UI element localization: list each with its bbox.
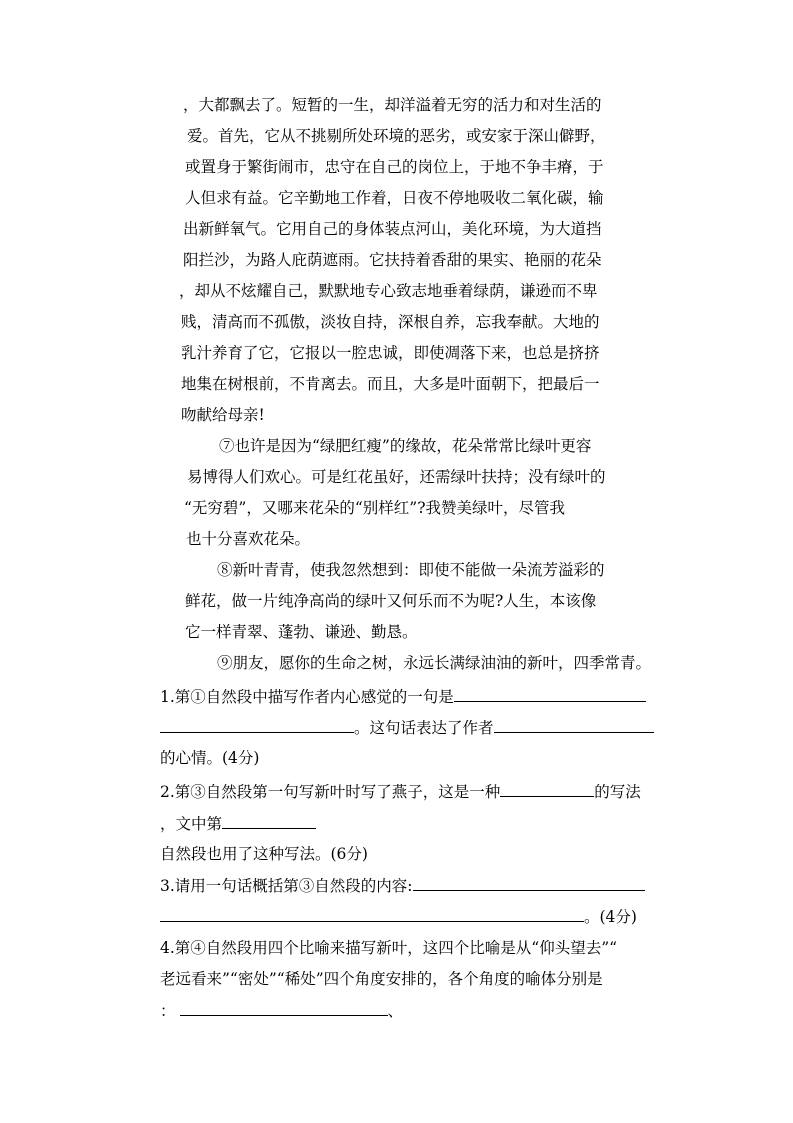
- question-3: [160, 874, 645, 897]
- passage-line: 贱，清高而不孤傲，淡妆自持，深根自养，忘我奉献。大地的: [181, 313, 600, 331]
- question-3-text: 。(4分): [584, 908, 637, 926]
- question-2-cont: [160, 812, 316, 835]
- question-1-cont: [160, 716, 654, 739]
- passage-line: 人但求有益。它辛勤地工作着，日夜不停地吸收二氧化碳，输: [185, 189, 604, 207]
- question-1-cont: 的心情。(4分): [160, 749, 260, 767]
- passage-line: 阳拦沙，为路人庇荫遮雨。它扶持着香甜的果实、艳丽的花朵: [183, 251, 602, 269]
- answer-blank[interactable]: [180, 999, 388, 1016]
- question-1-text: 。这句话表达了作者: [354, 719, 494, 737]
- passage-line: 它一样青翠、蓬勃、谦逊、勤恳。: [185, 623, 418, 641]
- paragraph-8-start: ⑧新叶青青，使我忽然想到：即使不能做一朵流芳溢彩的: [217, 561, 605, 579]
- passage-line: 乳汁养育了它，它报以一腔忠诚，即使凋落下来，也总是挤挤: [181, 344, 600, 362]
- passage-line: 或置身于繁街闹市，忠守在自己的岗位上，于地不争丰瘠，于: [185, 158, 604, 176]
- answer-blank[interactable]: [413, 874, 645, 891]
- question-3-cont: [160, 905, 637, 928]
- passage-line: ，却从不炫耀自己，默默地专心致志地垂着绿荫，谦逊而不卑: [179, 282, 598, 300]
- passage-line: ，大都飘去了。短暂的一生，却洋溢着无穷的活力和对生活的: [183, 96, 602, 114]
- question-4-cont: 老远看来”“密处”“稀处”四个角度安排的，各个角度的喻体分别是: [160, 970, 603, 988]
- question-1-text: 1.第①自然段中描写作者内心感觉的一句是: [160, 688, 454, 706]
- answer-blank[interactable]: [494, 716, 654, 733]
- question-2-text: ，文中第: [160, 815, 223, 833]
- passage-line: 吻献给母亲!: [181, 406, 265, 424]
- passage-line: “无穷碧”，又哪来花朵的“别样红”?我赞美绿叶，尽管我: [184, 499, 566, 517]
- question-3-text: 3.请用一句话概括第③自然段的内容:: [160, 877, 413, 895]
- passage-line: 出新鲜氧气。它用自己的身体装点河山，美化环境，为大道挡: [183, 220, 602, 238]
- passage-line: 鲜花，做一片纯净高尚的绿叶又何乐而不为呢?人生，本该像: [185, 592, 597, 610]
- answer-blank[interactable]: [454, 685, 646, 702]
- question-2-cont: 自然段也用了这种写法。(6分): [160, 845, 368, 863]
- question-4: 4.第④自然段用四个比喻来描写新叶，这四个比喻是从“仰头望去”“: [160, 939, 618, 957]
- passage-line: 也十分喜欢花朵。: [186, 530, 311, 548]
- question-1: [160, 685, 646, 708]
- question-4-text: ：: [160, 1002, 176, 1020]
- answer-blank[interactable]: [160, 716, 354, 733]
- question-2-text: 的写法: [594, 783, 641, 801]
- answer-blank[interactable]: [222, 812, 316, 829]
- answer-blank[interactable]: [160, 905, 584, 922]
- passage-line: 地集在树根前，不肯离去。而且，大多是叶面朝下，把最后一: [181, 375, 600, 393]
- paragraph-7-start: ⑦也许是因为“绿肥红瘦”的缘故，花朵常常比绿叶更容: [219, 437, 592, 455]
- question-2-text: 2.第③自然段第一句写新叶时写了燕子，这是一种: [160, 783, 501, 801]
- question-4-cont: [160, 999, 403, 1022]
- answer-blank[interactable]: [500, 780, 594, 797]
- passage-line: 易博得人们欢心。可是红花虽好，还需绿叶扶持；没有绿叶的: [187, 468, 606, 486]
- passage-line: 爱。首先，它从不挑剔所处环境的恶劣，或安家于深山僻野，: [187, 127, 606, 145]
- paragraph-9-start: ⑨朋友，愿你的生命之树，永远长满绿油油的新叶，四季常青。: [217, 654, 652, 672]
- question-4-text: 、: [387, 1002, 404, 1020]
- question-2: [160, 780, 641, 803]
